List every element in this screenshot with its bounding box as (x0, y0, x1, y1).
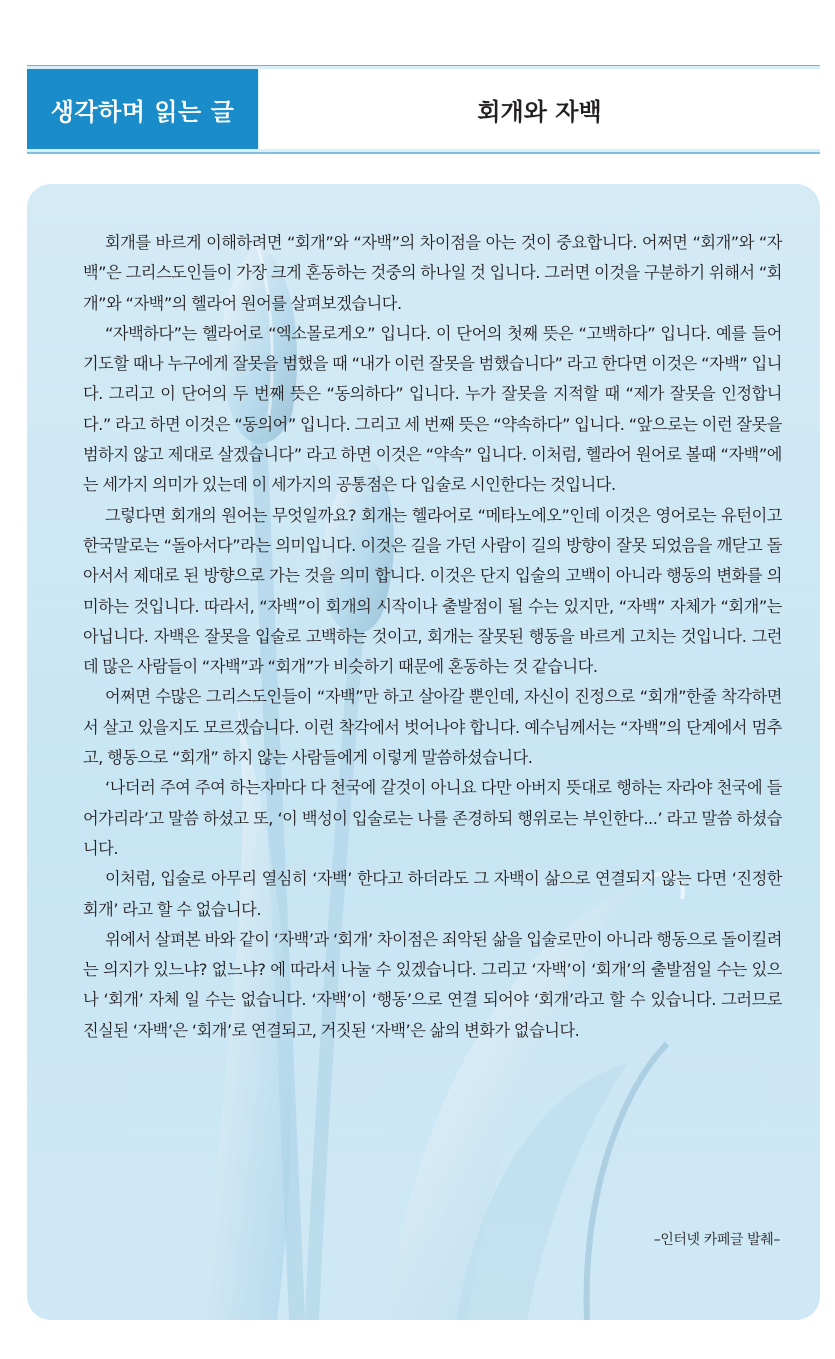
article-panel (27, 184, 820, 1320)
paragraph: 이처럼, 입술로 아무리 열심히 ‘자백’ 한다고 하더라도 그 자백이 삶으로 연결되지 않는 다면 ‘진정한 회개’ 라고 할 수 없습니다. (83, 869, 782, 919)
paragraph: 어쩌면 수많은 그리스도인들이 “자백”만 하고 살아갈 뿐인데, 자신이 진정으로 “회개”한줄 착각하면서 살고 있을지도 모르겠습니다. 이런 착각에서 벗어나야 합니다. 예수님께서는 “자백”의 단계에서 멈추고, 행동으로 “회개” 하지 않는 사람들에게 이렇게 말씀하셨습니다. (83, 687, 782, 768)
section-label: 생각하며 읽는 글 (27, 69, 258, 149)
source-credit: –인터넷 카페글 발췌– (653, 1232, 780, 1248)
paragraph: 회개를 바르게 이해하려면 “회개”와 “자백”의 차이점을 아는 것이 중요합니다. 어쩌면 “회개”와 “자백”은 그리스도인들이 가장 크게 혼동하는 것중의 하나일 것 입니다. 그러면 이것을 구분하기 위해서 “회개”와 “자백”의 헬라어 원어를 살펴보겠습니다. (83, 233, 782, 313)
page-title: 회개와 자백 (259, 69, 820, 149)
paragraph: 그렇다면 회개의 원어는 무엇일까요? 회개는 헬라어로 “메타노에오”인데 이것은 영어로는 유턴이고 한국말로는 “돌아서다”라는 의미입니다. 이것은 길을 가던 사람이 길의 방향이 잘못 되었음을 깨닫고 돌아서서 제대로 된 방향으로 가는 것을 의미 합니다. 이것은 단지 입술의 고백이 아니라 행동의 변화를 의미하는 것입니다. 따라서, “자백”이 회개의 시작이나 출발점이 될 수는 있지만, “자백” 자체가 “회개”는 아닙니다. 자백은 잘못을 입술로 고백하는 것이고, 회개는 잘못된 행동을 바르게 고치는 것입니다. 그런데 많은 사람들이 “자백”과 “회개”가 비슷하기 때문에 혼동하는 것 같습니다. (83, 505, 782, 677)
paragraph: ‘나더러 주여 주여 하는자마다 다 천국에 갈것이 아니요 다만 아버지 뜻대로 행하는 자라야 천국에 들어가리라’고 말씀 하셨고 또, ‘이 백성이 입술로는 나를 존경하되 행위로는 부인한다...’ 라고 말씀 하셨습니다. (83, 778, 782, 858)
article-body (83, 228, 782, 1046)
paragraph: “자백하다”는 헬라어로 “엑소몰로게오” 입니다. 이 단어의 첫째 뜻은 “고백하다” 입니다. 예를 들어 기도할 때나 누구에게 잘못을 범했을 때 “내가 이런 잘못을 범했습니다” 라고 한다면 이것은 “자백” 입니다. 그리고 이 단어의 두 번째 뜻은 “동의하다” 입니다. 누가 잘못을 지적할 때 “제가 잘못을 인정합니다.” 라고 하면 이것은 “동의어” 입니다. 그리고 세 번째 뜻은 “약속하다” 입니다. “앞으로는 이런 잘못을 범하지 않고 제대로 살겠습니다” 라고 하면 이것은 “약속” 입니다. 이처럼, 헬라어 원어로 볼때 “자백”에는 세가지 의미가 있는데 이 세가지의 공통점은 다 입술로 시인한다는 것입니다. (83, 323, 782, 495)
header-band (27, 65, 820, 154)
paragraph: 위에서 살펴본 바와 같이 ‘자백’과 ‘회개’ 차이점은 죄악된 삶을 입술로만이 아니라 행동으로 돌이킬려는 의지가 있느냐? 없느냐? 에 따라서 나눌 수 있겠습니다. 그리고 ‘자백’이 ‘회개’의 출발점일 수는 있으나 ‘회개’ 자체 일 수는 없습니다. ‘자백’이 ‘행동’으로 연결 되어야 ‘회개’라고 할 수 있습니다. 그러므로 진실된 ‘자백’은 ‘회개’로 연결되고, 거짓된 ‘자백’은 삶의 변화가 없습니다. (83, 929, 782, 1040)
